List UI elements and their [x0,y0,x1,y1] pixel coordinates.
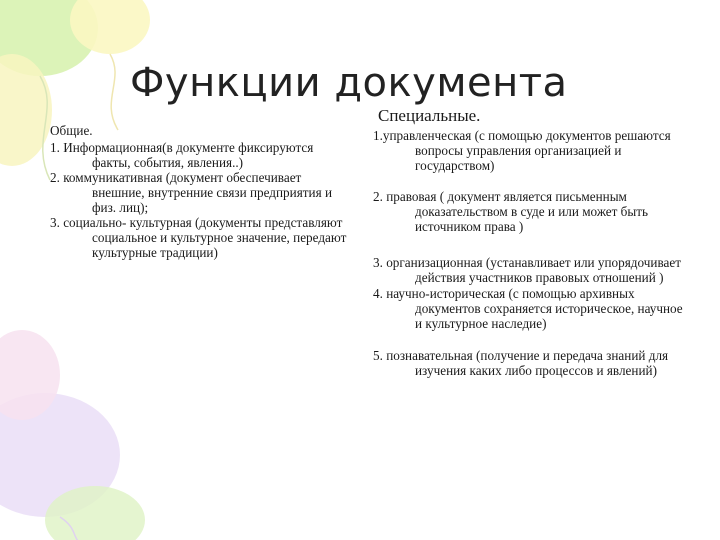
special-item-organizational: 3. организационная (устанавливает или упорядочивает действия участников правовых отношений ) [373,255,681,285]
general-functions-column [50,123,350,260]
page-title: Функции документа [130,60,568,106]
special-item-cognitive: 5. познавательная (получение и передача знаний для изучения каких либо процессов и явлений) [373,348,669,378]
general-item-informational: 1. Информационная(в документе фиксируются факты, события, явления..) [50,140,314,170]
general-item-sociocultural: 3. социально- культурная (документы представляют социальное и культурное значение, передают культурные традиции) [50,215,347,260]
special-item-managerial: 1.управленческая (с помощью документов решаются вопросы управления организацией и государством) [373,128,671,173]
balloon-string-top-2 [110,54,118,130]
special-item-historical: 4. научно-историческая (с помощью архивных документов сохраняется историческое, научное и культурное наследие) [373,286,683,331]
special-heading: Специальные. [378,106,481,125]
general-heading: Общие. [50,123,93,138]
general-item-communicative: 2. коммуникативная (документ обеспечивает внешние, внутренние связи предприятия и физ. лиц); [50,170,333,215]
special-item-legal: 2. правовая ( документ является письменным доказательством в суде и или может быть источником права ) [373,189,649,234]
special-functions-column [373,128,683,378]
